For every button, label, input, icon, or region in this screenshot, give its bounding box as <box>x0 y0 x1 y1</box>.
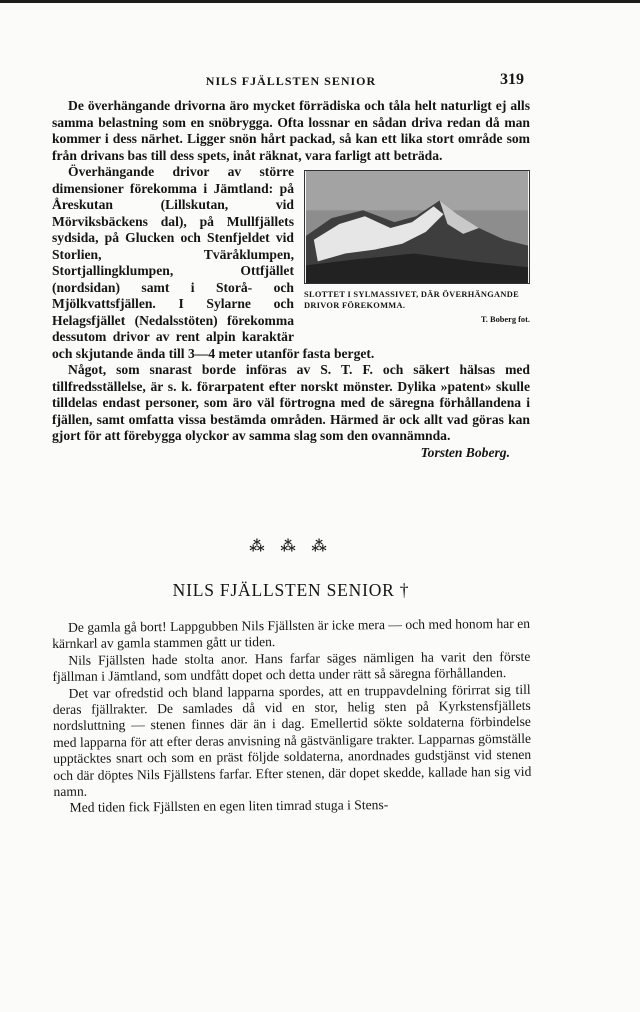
article-paragraph-2: Nils Fjällsten hade stolta anor. Hans farfar säges nämligen ha varit den förste fjällman i Jämtland, som undfått dopet och detta under rätt så säregna förhållanden. <box>52 648 531 685</box>
section-separator: ⁂ ⁂ ⁂ <box>249 539 333 555</box>
paragraph-3: Något, som snarast borde införas av S. T. F. och säkert hälsas med tillfredsställelse, är s. k. förarpatent efter norskt mönster. Dylika »patent» skulle tilldelas endast personer, som äro väl förtrogna med de säregna förhållandena i fjällen, samt omfatta vissa bestämda områden. Härmed är ock allt vad göras kan gjort för att förebygga olyckor av samma slag som den ovannämnda. <box>52 362 530 443</box>
article-paragraph-4: Med tiden fick Fjällsten en egen liten timrad stuga i Stens- <box>69 797 389 816</box>
top-rule <box>0 0 640 3</box>
page-header <box>52 71 530 92</box>
photo-sky-upper <box>306 171 528 210</box>
page-number: 319 <box>500 71 524 88</box>
article-paragraph-3: Det var ofredstid och bland lapparna spordes, att en truppavdelning förirrat sig till deras fjällrakter. De samlades då vid en stor, helig sten på Kyrkstensfjällets nordsluttning — stenen finnes där än i dag. Emellertid sökte soldaterna förbindelse med lapparna för att efter deras anvisning nå gästvänligare trakter. Lapparnas gömställe upptäcktes snart och som en präst följde soldaterna, anordnades gudstjänst vid stenen och där döptes Nils Fjällstens farfar. Efter stenen, där dopet skedde, kallade han sig vid namn. <box>52 681 532 800</box>
previous-article-body <box>52 98 530 461</box>
paragraph-1: De överhängande drivorna äro mycket förrädiska och tåla helt naturligt ej alls samma belastning som en snöbrygga. Ofta lossnar en sådan driva redan då man kommer i dess närhet. Ligger snön hårt packad, så kan ett lika stort område som från drivans bas till dess spets, inåt räknat, vara farligt att beträda. <box>52 98 530 163</box>
figure-caption: SLOTTET I SYLMASSIVET, DÄR ÖVERHÄNGANDE DRIVOR FÖREKOMMA. <box>304 290 519 310</box>
article-title: NILS FJÄLLSTEN SENIOR † <box>172 580 410 600</box>
article-paragraph-1: De gamla gå bort! Lappgubben Nils Fjällsten är icke mera — och med honom har en kärnkarl av gamla stammen gått ur tiden. <box>52 615 531 652</box>
figure <box>304 170 530 329</box>
signature-line <box>52 445 530 462</box>
article-body <box>52 616 532 817</box>
photo-credit: T. Boberg fot. <box>480 315 530 324</box>
signature: Torsten Boberg. <box>420 444 510 460</box>
running-head: NILS FJÄLLSTEN SENIOR <box>205 74 377 88</box>
paragraph-2: Överhängande drivor av större dimensioner förekomma i Jämtland: på Åreskutan (Lillskutan, vid Mörviksbäckens dal), på Mullfjällets sydsida, på Glucken och Stenfjeldet vid Storlien, Tväråklumpen, Stortjallingklumpen, Ottfjället (nordsidan) samt i Storå- och Mjölkvattsfjällen. I Sylarne och Helagsfjället (Nedalsstöten) förekomma dessutom drivor av rent alpin karaktär och skjutande ända till 3—4 meter utanför fasta berget. <box>52 164 375 361</box>
mountain-photo <box>304 170 530 284</box>
